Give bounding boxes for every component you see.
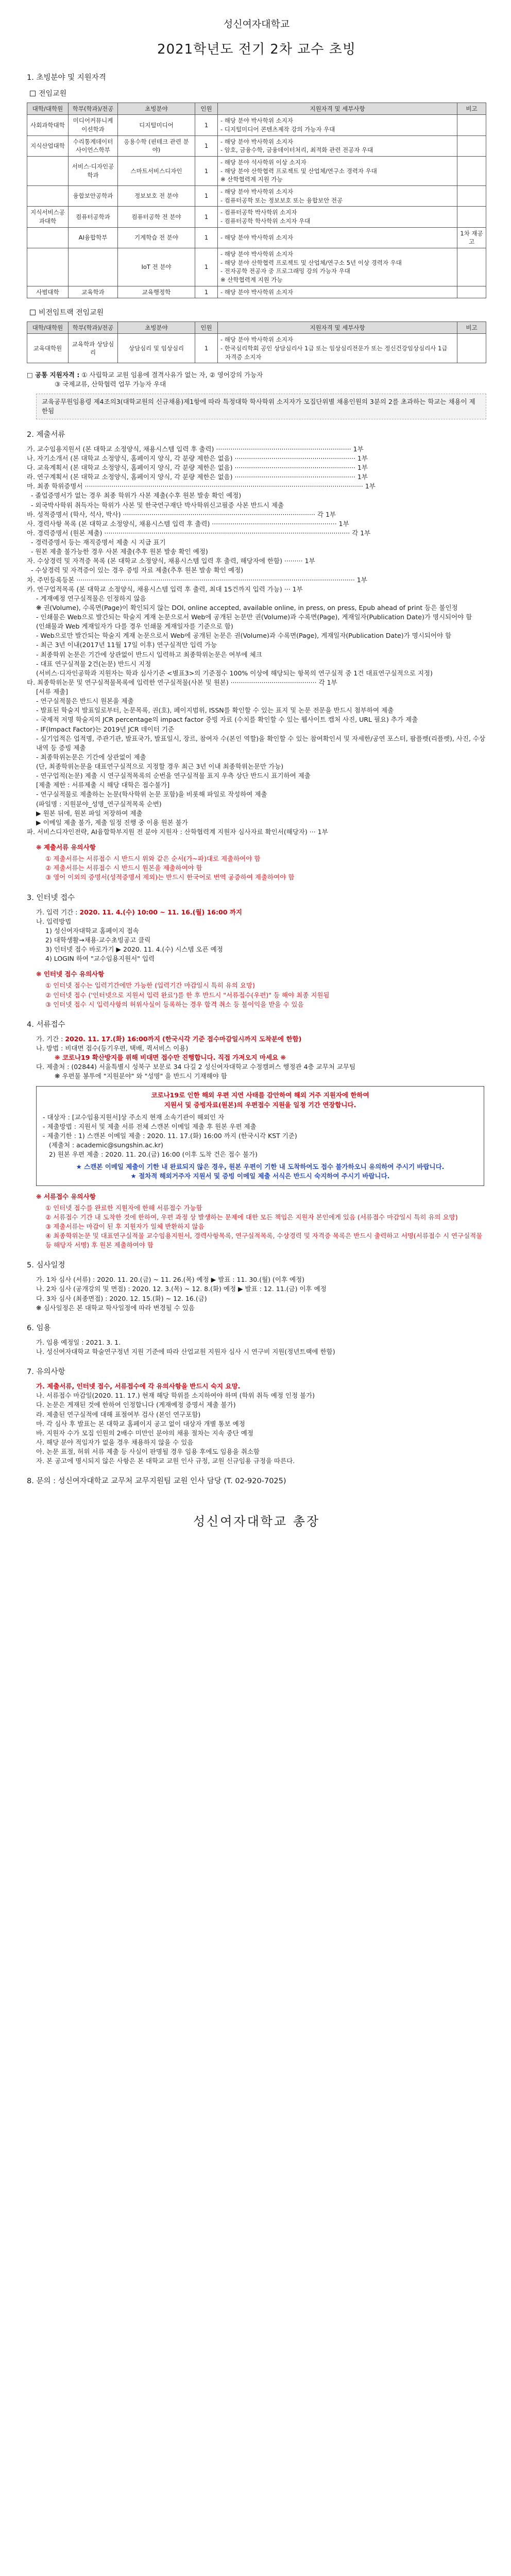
appointment-item: 나. 성신여자대학교 학술연구정년 지원 기준에 따라 산업교원 지원자 심사 시 연구비 지원(정년트랙에 한함) [36, 1348, 335, 1355]
cell-dept: 교육학과 [69, 286, 118, 298]
cell-field: 응용수학 (핀테크 관련 분야) [118, 135, 195, 156]
cell-field: 상담심리 및 임상심리 [118, 334, 195, 363]
section2-pa: 파. 서비스디자인전략, AI융합학부지원 전 분야 지원자 : 산학협력계 지원자 심사자료 확인서(해당자) ··· 1부 [27, 827, 328, 836]
table-header: 인원 [195, 103, 218, 115]
input-method: 나. 입력방법 [36, 917, 72, 925]
cell-count: 1 [195, 286, 218, 298]
box-note: ★ 스캔본 이메일 제출이 기한 내 완료되지 않은 경우, 원본 우편이 기한 내 도착하여도 접수 불가하오니 유의하여 주시기 바랍니다. [76, 1163, 445, 1171]
input-step: 3) 인터넷 접수 바로가기 ▶ 2020. 11. 4.(수) 시스템 오픈 예정 [45, 945, 223, 954]
note-item: ② 인터넷 접수 ('인터넷으로 지원서 입력 완료')를 한 후 반드시 "서류접수(우편)" 등 해야 최종 지원됨 [45, 991, 330, 999]
box-line: - 대상자 : [교수임용지원서]상 주소지 현재 소속기관이 해외인 자 [43, 1113, 225, 1121]
table-header: 인원 [195, 321, 218, 334]
document-item: - 졸업증명서가 없는 경우 최종 학위가 사본 제출(수후 원본 발송 확인 예정) [27, 492, 242, 500]
document-item: 아. 경력증명서 (원본 제출) ························································································································ 각 1부 [27, 529, 371, 537]
cell-dept [69, 248, 118, 286]
requirement-item: - 해당 분야 산학협력 프로젝트 및 산업체/연구소 5년 이상 경력자 우대 [220, 259, 402, 266]
document-item: - 원본 제출 불가능한 경우 사본 제출(추후 원본 발송 확인 예정) [27, 548, 208, 556]
table-header: 대학/대학원 [27, 321, 69, 334]
document-item: 차. 주민등록등본 ········································································································································ 1부 [27, 575, 367, 584]
requirement-item: - 디지털미디어 콘텐츠제작 강의 가능자 우대 [220, 125, 335, 133]
submission-rule: (단, 최종학위논문을 대표연구실적으로 지정할 경우 최근 3년 이내 최종학위논문만 가능) [36, 762, 284, 771]
document-item: 자. 수상경력 및 자격증 목록 (본 대학교 소정양식, 채용시스템 입력 후 출력, 해당자에 한함) ········· 1부 [27, 557, 315, 565]
research-note: - 최근 3년 이내(2017년 11월 17일 이후) 연구실적만 입력 가능 [36, 641, 217, 649]
cell-field: IoT 전 분야 [118, 248, 195, 286]
precaution-item: 나. 서류접수 마감일(2020. 11. 17.) 현재 해당 학위를 소지하여야 하며 (학위 취득 예정 인정 불가) [36, 1392, 315, 1400]
precaution-item: 다. 논문은 게재된 것에 한하여 인정합니다 (게재예정 증명서 제출 불가) [36, 1401, 236, 1409]
note-item: ② 서류접수 기간 내 도착한 것에 한하여, 우편 과정 상 발생하는 문제에 대한 모든 책임은 지원자 본인에게 있음 (서류접수 마감일시 특히 유의 요망) [45, 1213, 458, 1221]
submission-rule: [제출 제한 : 서류제출 시 해당 대학은 접수불가] [36, 781, 170, 789]
common-note: 교육공무원임용령 제4조의3(대학교원의 신규채용)제1항에 따라 특정대학 학사학위 소지자가 모집단위별 채용인원의 3분의 2를 초과하는 학교는 채용이 제한됨 [36, 394, 486, 419]
requirement-item: - 해당 분야 박사학위 소지자 [220, 117, 293, 125]
cell-college: 지식산업대학 [27, 135, 69, 156]
cell-requirements [218, 207, 457, 227]
note-item: ③ 제출서류는 마감이 된 후 지원자가 일체 반환하지 않음 [45, 1222, 205, 1230]
table-header: 지원자격 및 세부사항 [218, 103, 457, 115]
cell-field: 교육행정학 [118, 286, 195, 298]
cell-dept: 교육학과 상담심리 [69, 334, 118, 363]
appointment-item: 가. 임용 예정일 : 2021. 3. 1. [36, 1338, 121, 1346]
page-title: 2021학년도 전기 2차 교수 초빙 [157, 41, 356, 57]
requirement-item: - 암호, 금융수학, 금융데이터처리, 최적화 관련 전공자 우대 [220, 146, 373, 154]
requirement-item: - 전자공학 전공자 중 프로그래밍 강의 가능자 우대 [220, 267, 350, 275]
note-item: ④ 최종학위논문 및 대표연구실적물 교수임용지원서, 경력사항목록, 연구실적목록, 수상경력 및 자격증 목록은 반드시 출력하고 서명(서류접수 시 연구실적물 등 해당자 서명) 후 원본 제출하여야 함 [45, 1232, 483, 1249]
precaution-item: 자. 본 공고에 명시되지 않은 사항은 본 대학교 교원 인사 규정, 교원 신규임용 규정을 따른다. [36, 1457, 295, 1465]
section7-heading: 7. 유의사항 [27, 1368, 65, 1377]
submission-rule: - 최종학위논문은 기간에 상관없이 제출 [36, 753, 146, 761]
overseas-notice-box: 코로나19로 인한 해외 우편 지연 사태를 감안하여 해외 거주 지원자에 한하여 지원서 및 증빙자료(원본)의 우편접수 지원을 일정 기간 연장합니다. - 대상자 : [교수임용지원서]상 주소지 현재 소속기관이 해외인 자 - 제출방법 : 지원서 및 제출 서류 전체 스캔본 이메일 제출 후 원본 우편 제출 - 제출기한 : 1) 스캔본 이메일 제출 : 2020. 11. 17.(화) 16:00 까지 (한국시각 KST 기준) (제출처 : academic@sungshin.ac.kr) 2) 원본 우편 제출 : 2020. 11. 20.(금) 16:00 (이후 도착 건은 접수 불가) ★ 스캔본 이메일 제출이 기한 내 완료되지 않은 경우, 원본 우편이 기한 내 도착하여도 접수 불가하오니 유의하여 주시기 바랍니다. ★ 절차적 해외거주자 지원서 및 증빙 이메일 제출 서식은 반드시 숙지하여 주시기 바랍니다. [36, 1086, 484, 1185]
document-item: 바. 성적증명서 (학사, 석사, 박사) ······························································································ 각 1부 [27, 510, 336, 518]
submission-address: 다. 제출처 : (02844) 서울특별시 성북구 보문로 34 다길 2 성신여자대학교 수정캠퍼스 행정관 4층 교무처 교무팀 [36, 1063, 356, 1071]
precaution-item: 가. 제출서류, 인터넷 접수, 서류접수에 각 유의사항을 반드시 숙지 요망. [36, 1382, 241, 1391]
cell-note [457, 286, 486, 298]
requirement-item: - 컴퓨터공학 또는 정보보호 또는 융합보안 전공 [220, 196, 343, 204]
document-item: 라. 연구계획서 (본 대학교 소정양식, 홈페이지 양식, 각 분량 제한은 없음) ··························································· 1부 [27, 473, 368, 481]
submission-rule: - IF(Impact Factor)는 2019년 JCR 데이터 기준 [36, 725, 174, 733]
note-item: ② 제출서류는 서류접수 시 반드시 원본을 제출하여야 함 [45, 864, 202, 872]
requirement-item: - 해당 분야 박사학위 소지자 [220, 233, 293, 241]
submission-rule: (파일명 : 지원분야_성명_연구실적목록 순번) [36, 800, 162, 808]
input-period: 가. 입력 기간 : 2020. 11. 4.(수) 10:00 ~ 11. 16.(월) 16:00 까지 [36, 908, 242, 916]
submission-rules [27, 687, 486, 827]
cell-requirements [218, 115, 457, 135]
document-item: 카. 연구업적목록 (본 대학교 소정양식, 채용시스템 입력 후 출력, 최대 15건까지 입력 가능) ··· 1부 [27, 585, 303, 593]
cell-count: 1 [195, 207, 218, 227]
cell-dept: AI융합학부 [69, 227, 118, 248]
schedule-item: 다. 3차 심사 (최종면접) : 2020. 12. 15.(화) ~ 12. 16.(금) [36, 1294, 207, 1302]
submission-address-note: ❋ 우편물 봉투에 "지원분야" 와 "성명" 을 반드시 기재해야 함 [55, 1072, 227, 1080]
document-item: - 수상경력 및 자격증이 있는 경우 증빙 자료 제출(추후 원본 발송 확인 예정) [27, 566, 244, 574]
full-time-table [27, 103, 486, 299]
cell-college: 사회과학대학 [27, 115, 69, 135]
table-row [27, 115, 486, 135]
cell-note [457, 115, 486, 135]
table-header: 비고 [457, 103, 486, 115]
requirement-item: - 해당 분야 산학협력 프로젝트 및 산업체/연구소 경력자 우대 [220, 167, 377, 175]
requirement-item: - 한국심리학회 공인 상담심리사 1급 또는 임상심리전문가 또는 정신건강임상심리사 1급 자격증 소지자 [220, 344, 448, 361]
research-notes [27, 594, 486, 678]
submission-period: 가. 기간 : 2020. 11. 17.(화) 16:00까지 (한국시각 기준 접수마감일시까지 도착분에 한함) [36, 1035, 302, 1043]
requirement-item: ※ 산학협력계 지원 가능 [220, 276, 283, 283]
cell-dept: 미디어커뮤니케이션학과 [69, 115, 118, 135]
document-item: - 외국박사학위 취득자는 학위가 사본 및 한국연구재단 박사학위신고필증 사본 반드시 제출 [27, 501, 284, 509]
section5-heading: 5. 심사일정 [27, 1261, 65, 1270]
note-item: ① 인터넷 접수를 완료한 지원자에 한해 서류접수 가능함 [45, 1204, 202, 1212]
schedule-lines [27, 1275, 486, 1313]
submission-rule: - 국제적 저명 학술지의 JCR percentage의 impact factor 증빙 자료 (수치를 확인할 수 있는 웹사이트 캡처 사진, URL 필요) 추가 제출 [36, 716, 418, 724]
full-time-subheading: 전임교원 [30, 89, 486, 99]
precaution-lines [27, 1382, 486, 1466]
cell-note [457, 334, 486, 363]
cell-count: 1 [195, 156, 218, 185]
submission-rule: - 연구실적물은 반드시 원본을 제출 [36, 697, 134, 705]
cell-field: 디지털미디어 [118, 115, 195, 135]
section4-notes [27, 1204, 486, 1250]
cell-requirements [218, 156, 457, 185]
document-item: 사. 경력사항 목록 (본 대학교 소정양식, 채용시스템 입력 후 출력) ····························································· 1부 [27, 519, 349, 528]
cell-requirements [218, 135, 457, 156]
input-steps [27, 926, 486, 964]
input-step: 2) 대학생활→채용·교수초빙공고 클릭 [45, 936, 151, 944]
table-row [27, 207, 486, 227]
section4-heading: 4. 서류접수 [27, 1020, 65, 1029]
common-qualifications: □ 공통 지원자격 : ① 사립학교 교원 임용에 결격사유가 없는 자, ② 영어강의 가능자 ③ 국제교류, 산학협력 업무 가능자 우대 교육공무원임용령 제4조의3(대학교원의 신규채용)제1항에 따라 특정대학 학사학위 소지자가 모집단위별 채용인원의 3분의 2를 초과하는 학교는 채용이 제한됨 [27, 370, 486, 419]
research-note: ❋ 권(Volume), 수록면(Page)이 확인되지 않는 DOI, online accepted, available online, in press, on press, Epub ahead of print 등은 불인정 [36, 603, 458, 612]
signature: 성신여자대학교 총장 [193, 1514, 320, 1529]
cell-dept: 융합보안공학과 [69, 185, 118, 206]
cell-dept: 서비스·디자인공학과 [69, 156, 118, 185]
non-full-time-table [27, 321, 486, 364]
cell-note [457, 207, 486, 227]
research-note: - 대표 연구실적물 2건(논문) 반드시 지정 [36, 659, 151, 668]
requirement-item: - 컴퓨터공학 학사학위 소지자 우대 [220, 217, 311, 225]
table-row [27, 185, 486, 206]
table-row [27, 156, 486, 185]
cell-note [457, 248, 486, 286]
requirement-item: - 해당 분야 박사학위 소지자 [220, 138, 293, 145]
table-row [27, 227, 486, 248]
submission-rule: - 연구실적물로 제출하는 논문(학사학위 논문 포함)을 비롯해 파일로 작성하여 제출 [36, 790, 267, 799]
submission-rule: - 발표된 학술지 발표일로부터, 논문목록, 권(호), 페이지범위, ISSN를 확인할 수 있는 표지 및 논문 전문을 반드시 첨부하여 제출 [36, 706, 394, 715]
cell-note [457, 135, 486, 156]
cell-college: 교육대학원 [27, 334, 69, 363]
document-item: 가. 교수임용지원서 (본 대학교 소정양식, 채용시스템 입력 후 출력) ·································································· 1부 [27, 445, 364, 453]
section1-heading: 1. 초빙분야 및 지원자격 [27, 74, 106, 82]
schedule-item: 나. 2차 심사 (공개강의 및 면접) : 2020. 12. 3.(목) ~ 12. 8.(화) 예정 ▶ 발표 : 12. 11.(금) 이후 예정 [36, 1285, 327, 1293]
document-item: 마. 최종 학위증명서 ········································································································································ 1부 [27, 482, 376, 490]
checkbox-icon [30, 91, 36, 96]
table-header: 초빙분야 [118, 103, 195, 115]
section3-notes [27, 981, 486, 1009]
box-line: (제출처 : academic@sungshin.ac.kr) [43, 1141, 163, 1149]
cell-field: 정보보호 전 분야 [118, 185, 195, 206]
university-name: 성신여자대학교 [223, 19, 290, 30]
note-item: ① 인터넷 접수는 입력기간에만 가능한 (입력기간 마감일시 특히 유의 요망) [45, 981, 255, 990]
schedule-item: ❋ 심사일정은 본 대학교 학사일정에 따라 변경될 수 있음 [36, 1303, 195, 1312]
table-header: 학부(학과)/전공 [69, 103, 118, 115]
cell-college [27, 227, 69, 248]
cell-college: 지식서비스공과대학 [27, 207, 69, 227]
cell-count: 1 [195, 185, 218, 206]
cell-college [27, 248, 69, 286]
cell-requirements [218, 334, 457, 363]
precaution-item: 아. 논문 표절, 허위 서류 제출 등 사실이 판명될 경우 임용 후에도 임용을 취소함 [36, 1448, 260, 1456]
table-row [27, 135, 486, 156]
section3-note-title: ❋ 인터넷 접수 유의사항 [36, 970, 105, 978]
submission-rule: [서류 제출] [36, 688, 69, 696]
box-line: - 제출기한 : 1) 스캔본 이메일 제출 : 2020. 11. 17.(화) 16:00 까지 (한국시각 KST 기준) [43, 1131, 297, 1140]
checkbox-icon [30, 310, 36, 315]
appointment-lines [27, 1338, 486, 1357]
non-full-time-subheading: 비전임트랙 전임교원 [30, 308, 486, 318]
cell-note: 1차 재공고 [457, 227, 486, 248]
requirement-item: - 해당 분야 석사학위 이상 소지자 [220, 158, 306, 166]
table-header: 대학/대학원 [27, 103, 69, 115]
precaution-item: 라. 제출된 연구실적에 대해 표절여부 검사 (본인 연구포함) [36, 1410, 201, 1418]
requirement-item: - 컴퓨터공학 박사학위 소지자 [220, 209, 297, 216]
cell-count: 1 [195, 135, 218, 156]
cell-dept: 수리통계데이터사이언스학부 [69, 135, 118, 156]
research-note: - 최종학위 논문은 기간에 상관없이 반드시 입력하고 최종학위논문은 여부에 체크 [36, 650, 262, 658]
submission-method: 나. 방법 : 비대면 접수(등기우편, 택배, 퀵서비스 이용) [36, 1044, 189, 1052]
research-note: - 게재예정 연구실적물은 인정하지 않음 [36, 594, 146, 602]
cell-count: 1 [195, 227, 218, 248]
table-row [27, 248, 486, 286]
precaution-item: 바. 지원자 수가 모집 인원의 2배수 미만인 분야의 채용 절차는 지속 중단 예정 [36, 1429, 253, 1437]
requirement-item: - 해당 분야 박사학위 소지자 [220, 188, 293, 195]
research-note: - 인쇄물은 Web으로 발간되는 학술지 게재 논문으로서 Web에 공개된 논문만 권(Volume)과 수록면(Page), 게재일자(Publication Date)가 명시되어야 함 [36, 613, 472, 621]
input-step: 4) LOGIN 하여 "교수임용지원서" 입력 [45, 955, 155, 963]
cell-count: 1 [195, 248, 218, 286]
section2-notes [27, 854, 486, 882]
section8-heading: 8. 문의 : 성신여자대학교 교무처 교무지원팀 교원 인사 담당 (T. 02-920-7025) [27, 1477, 286, 1486]
submission-rule: - 연구업적(논문) 제출 시 연구실적목록의 순번을 연구실적물 표지 우측 상단 반드시 표기하여 제출 [36, 772, 311, 780]
research-note: - Web으로만 발간되는 학술지 게재 논문으로서 Web에 공개된 논문은 권(Volume)과 수록면(Page), 게재일자(Publication Date)가 명시되어야 함 [36, 632, 452, 640]
cell-requirements [218, 286, 457, 298]
schedule-item: 가. 1차 심사 (서류) : 2020. 11. 20.(금) ~ 11. 26.(목) 예정 ▶ 발표 : 11. 30.(월) (이후 예정) [36, 1276, 305, 1284]
table-header: 비고 [457, 321, 486, 334]
section6-heading: 6. 임용 [27, 1324, 51, 1332]
cell-field: 컴퓨터공학 전 분야 [118, 207, 195, 227]
research-note: (인쇄물과 Web 게재일자가 다를 경우 인쇄물 게재일자를 기준으로 함) [36, 622, 233, 631]
cell-college [27, 185, 69, 206]
cell-requirements [218, 185, 457, 206]
document-item: 나. 자기소개서 (본 대학교 소정양식, 홈페이지 양식, 각 분량 제한은 없음) ··························································· 1부 [27, 454, 368, 462]
precaution-item: 마. 각 심사 후 발표는 본 대학교 홈페이지 공고 없이 대상자 개별 통보 예정 [36, 1419, 245, 1428]
section4-note-title: ❋ 서류접수 유의사항 [36, 1192, 96, 1200]
table-row [27, 286, 486, 298]
box-line: 2) 원본 우편 제출 : 2020. 11. 20.(금) 16:00 (이후 도착 건은 접수 불가) [43, 1150, 258, 1159]
cell-college: 사범대학 [27, 286, 69, 298]
cell-note [457, 156, 486, 185]
section2-heading: 2. 제출서류 [27, 430, 65, 439]
cell-field: 스마트서비스디자인 [118, 156, 195, 185]
cell-dept: 컴퓨터공학과 [69, 207, 118, 227]
table-row [27, 334, 486, 363]
cell-requirements [218, 248, 457, 286]
research-note: (서비스·디자인공학과 지원자는 학과 심사기준 <별표3>의 기준점수 100% 이상에 해당되는 항목의 연구실적 중 1건 대표연구실적으로 지정) [36, 669, 433, 677]
submission-rule: - 실기업적은 업적명, 주관기관, 발표국가, 발표일시, 장르, 참여자 수(본인 역할)을 확인할 수 있는 참여확인서 및 자세한/공연 포스터, 팜플렛(리플렛), 사진, 수상 내역 등 증빙 제출 [36, 734, 488, 752]
document-item: - 경력증명서 등는 재직증명서 제출 시 지급 표기 [27, 538, 166, 547]
table-header: 학부(학과)/전공 [69, 321, 118, 334]
document-item: 다. 교육계획서 (본 대학교 소정양식, 홈페이지 양식, 각 분량 제한은 없음) ··························································· 1부 [27, 464, 368, 472]
section3-heading: 3. 인터넷 접수 [27, 893, 75, 902]
requirement-item: - 해당 분야 박사학위 소지자 [220, 336, 293, 344]
cell-requirements [218, 227, 457, 248]
input-step: 1) 성신여자대학교 홈페이지 접속 [45, 926, 139, 935]
note-item: ① 제출서류는 서류접수 시 반드시 위와 같은 순서(가~파)대로 제출하여야 함 [45, 855, 261, 863]
cell-count: 1 [195, 334, 218, 363]
note-item: ③ 인터넷 접수 시 입력사항의 허위사실이 등록하는 경우 합격 취소 등 불이익을 받을 수 있음 [45, 1000, 304, 1008]
box-note: ★ 절차적 해외거주자 지원서 및 증빙 이메일 제출 서식은 반드시 숙지하여 주시기 바랍니다. [130, 1172, 390, 1180]
box-line: - 제출방법 : 지원서 및 제출 서류 전체 스캔본 이메일 제출 후 원본 우편 제출 [43, 1122, 257, 1130]
requirement-item: - 해당 분야 박사학위 소지자 [220, 250, 293, 258]
requirement-item: ※ 산학협력계 지원 가능 [220, 176, 283, 183]
submission-rule: ▶ 이메일 제출 불가, 제출 일정 진행 중 이용 원본 불가 [36, 818, 188, 826]
cell-field: 기계학습 전 분야 [118, 227, 195, 248]
submission-method-note: ❋ 코로나19 확산방지를 위해 비대면 접수만 진행합니다. 직접 가져오지 마세요 ❋ [55, 1054, 286, 1062]
section2-ta: 타. 최종학위논문 및 연구실적물목록에 입력한 연구실적물(사본 및 원본) ·········································· 각 1부 [27, 678, 337, 686]
table-header: 초빙분야 [118, 321, 195, 334]
submission-rule: ▶ 원본 뒤에, 원본 파일 저장하여 제출 [36, 809, 143, 817]
table-header: 지원자격 및 세부사항 [218, 321, 457, 334]
cell-note [457, 185, 486, 206]
requirement-item: - 해당 분야 박사학위 소지자 [220, 288, 293, 296]
note-item: ③ 영어 이외의 증명서(성적증명서 제외)는 반드시 한국어로 번역 공증하여 제출하여야 함 [45, 873, 295, 882]
section2-lines [27, 445, 486, 594]
cell-college [27, 156, 69, 185]
section2-note-title: ❋ 제출서류 유의사항 [36, 843, 96, 852]
precaution-item: 사. 해당 분야 적임자가 없을 경우 채용하지 않을 수 있음 [36, 1438, 194, 1446]
cell-count: 1 [195, 115, 218, 135]
